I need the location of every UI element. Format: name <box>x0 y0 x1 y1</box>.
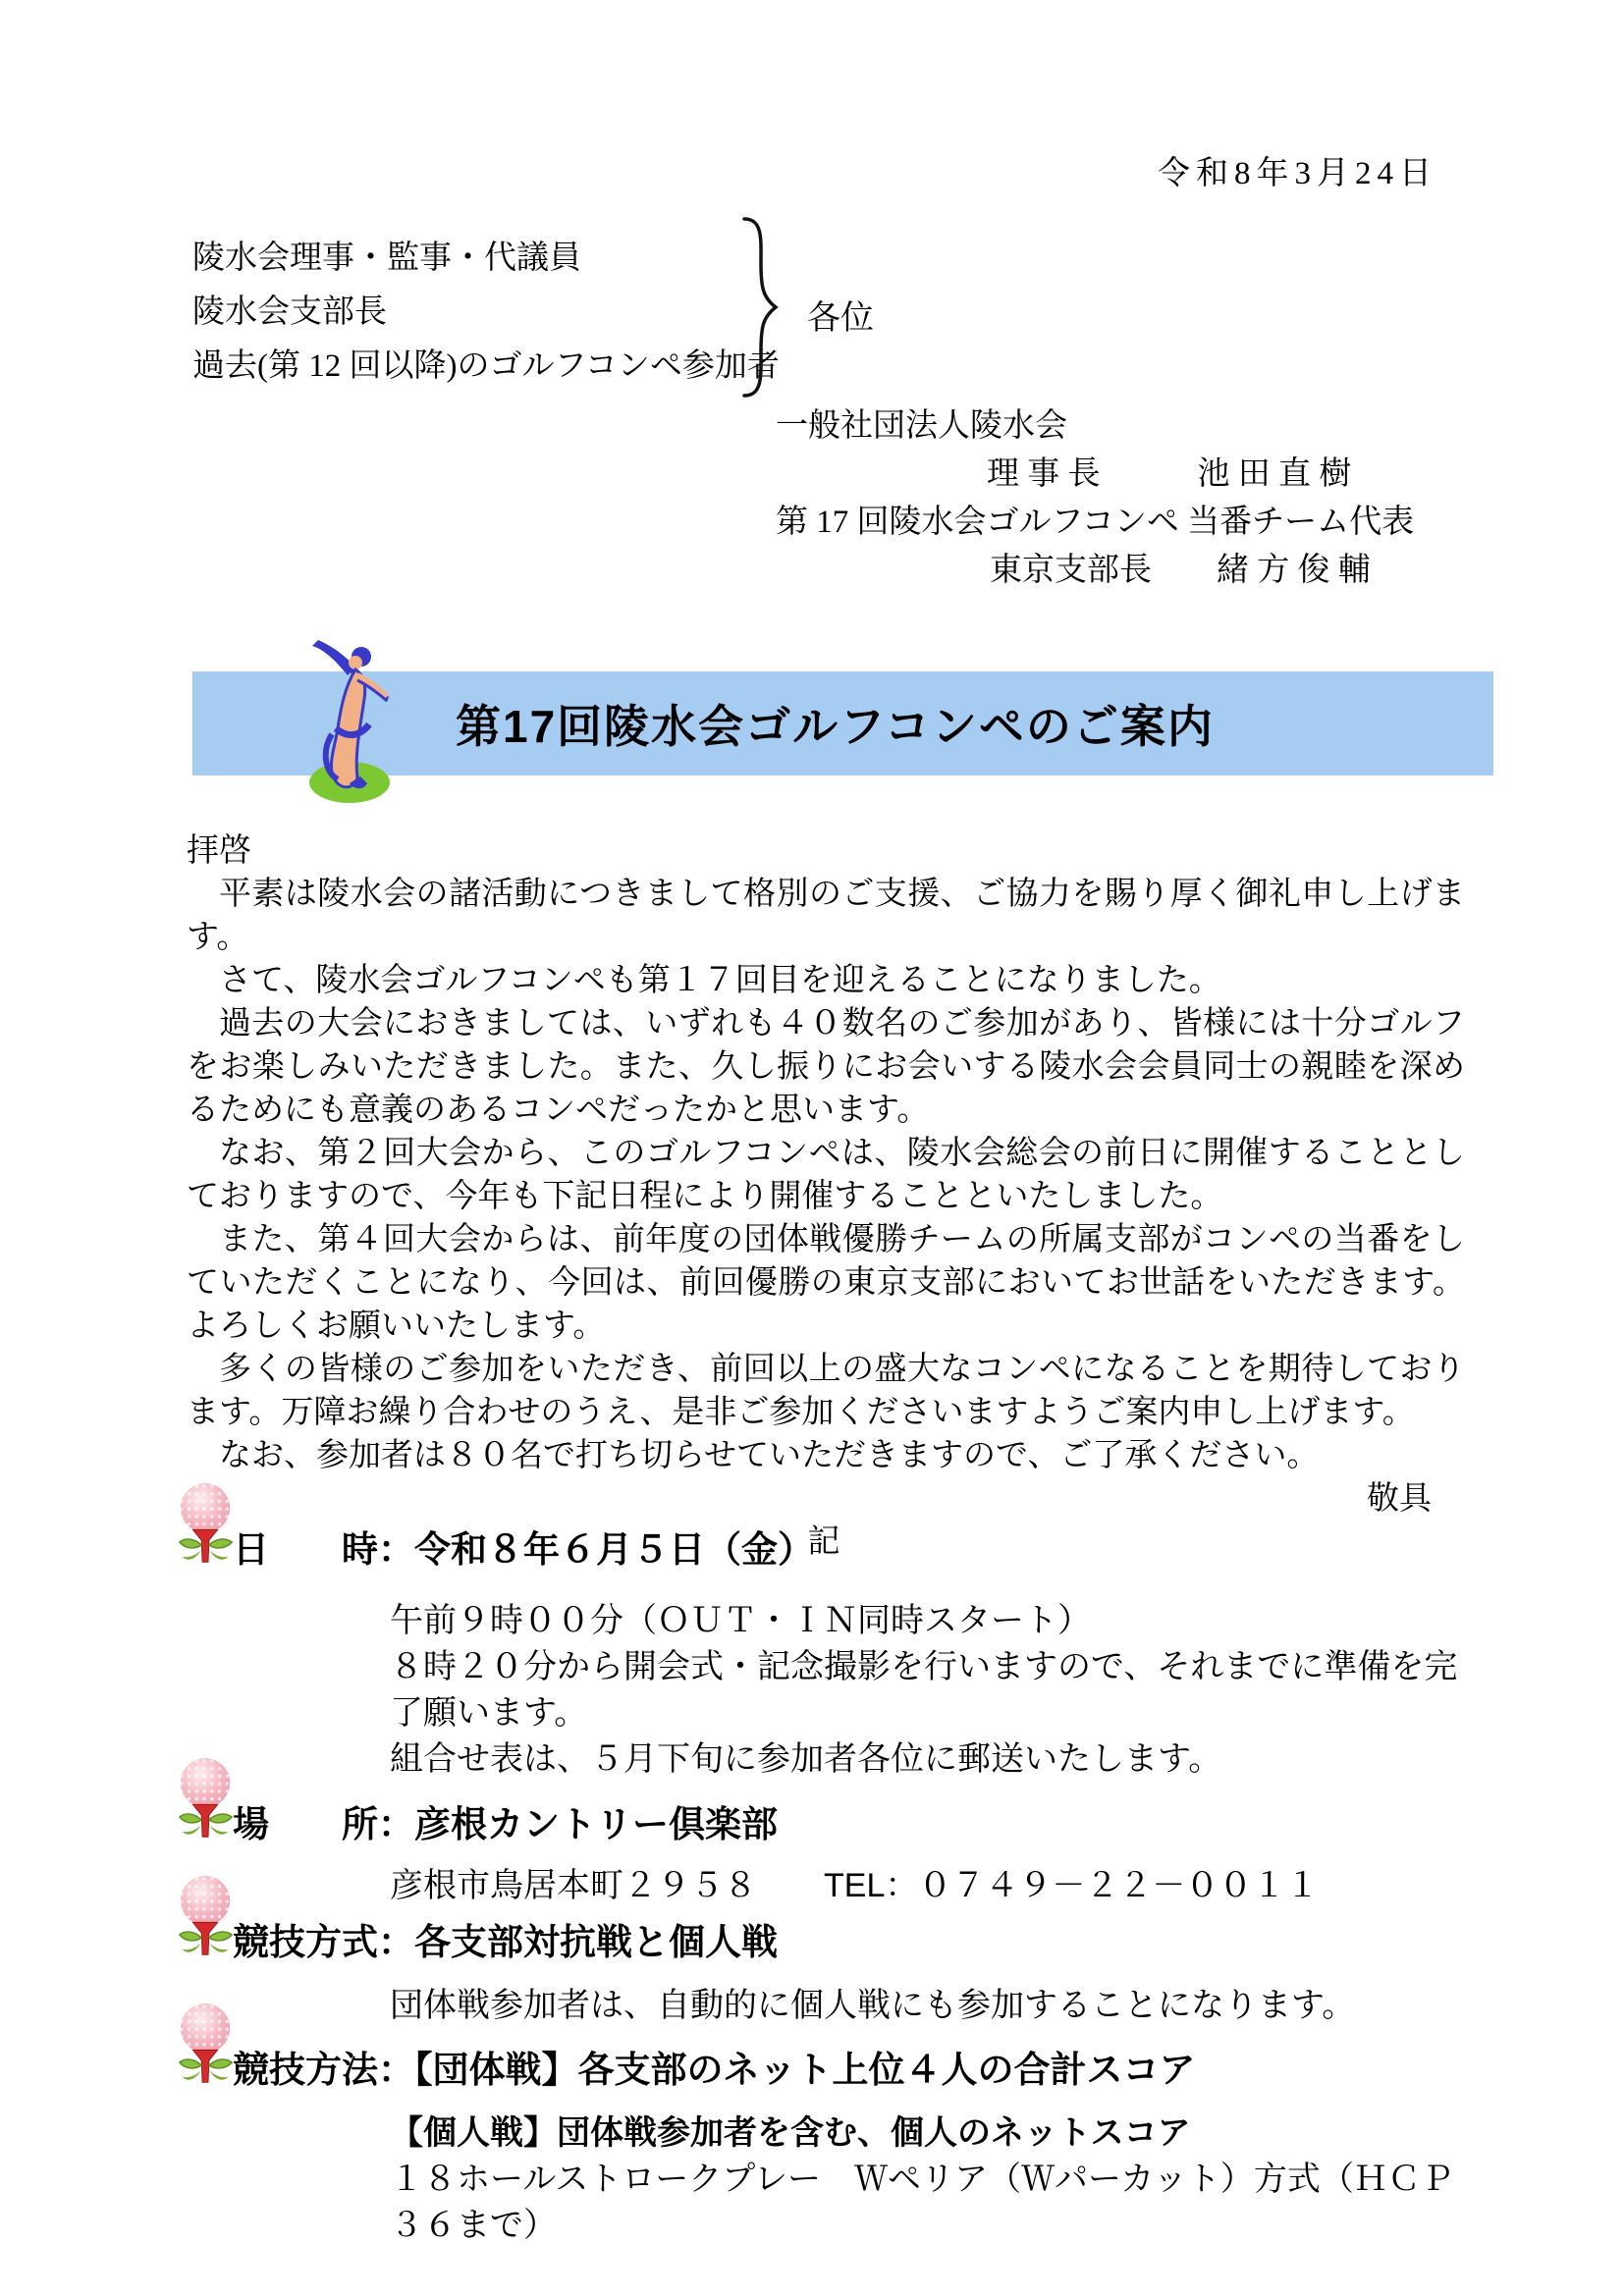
paragraph: なお、第２回大会から、このゴルフコンペは、陵水会総会の前日に開催することとしておりますので、今年も下記日程により開催することといたしました。 <box>187 1136 1465 1214</box>
letter-body <box>187 829 1465 1564</box>
closing-word: 敬具 <box>1367 1481 1432 1517</box>
section-heading <box>182 1527 1473 1573</box>
paragraph: さて、陵水会ゴルフコンペも第１７回目を迎えることになりました。 <box>219 963 1221 998</box>
record-mark: 記 <box>807 1524 844 1560</box>
section-detail <box>182 1598 1473 1783</box>
detail-line: ８時２０分から開会式・記念撮影を行いますので、それまでに準備を完了願います。 <box>390 1648 1458 1732</box>
paragraph: なお、参加者は８０名で打ち切らせていただきますので、ご了承ください。 <box>219 1438 1320 1473</box>
golf-ball-tee-icon <box>178 1482 235 1573</box>
detail-line: 彦根市鳥居本町２９５８ TEL：０７４９－２２－００１１ <box>390 1867 1320 1904</box>
title-banner <box>192 671 1493 775</box>
paragraph: また、第４回大会からは、前年度の団体戦優勝チームの所属支部がコンペの当番をしていただくことになり、今回は、前回優勝の東京支部においてお世話をいただきます。よろしくお願いいたします。 <box>187 1222 1465 1344</box>
section-heading <box>182 1802 1473 1847</box>
section-heading <box>182 1920 1473 1965</box>
section-detail <box>182 2110 1473 2249</box>
section-method <box>182 2048 1473 2249</box>
section-datetime <box>182 1527 1473 1783</box>
section-heading <box>182 2048 1473 2093</box>
golfer-icon <box>298 636 402 805</box>
paragraph: 多くの皆様のご参加をいただき、前回以上の盛大なコンペになることを期待しております。万障お繰り合わせのうえ、是非ご参加くださいますようご案内申し上げます。 <box>187 1352 1465 1430</box>
curly-brace-icon <box>736 216 782 399</box>
detail-line: 【個人戦】団体戦参加者を含む、個人のネットスコア <box>390 2114 1191 2152</box>
recipient-block <box>192 232 780 394</box>
section-label: 競技方法： <box>233 2050 414 2090</box>
section-detail <box>182 1983 1473 2029</box>
paragraph: 過去の大会におきましては、いずれも４０数名のご参加があり、皆様には十分ゴルフをお楽しみいただきました。また、久し振りにお会いする陵水会会員同士の親睦を深めるためにも意義のあるコンペだったかと思います。 <box>187 1006 1465 1128</box>
sender-team: 第 17 回陵水会ゴルフコンペ 当番チーム代表 <box>776 505 1415 540</box>
detail-line: １８ホールストロークプレー Ｗペリア（Ｗパーカット）方式（ＨＣＰ３６まで） <box>390 2161 1454 2244</box>
golf-ball-tee-icon <box>178 2002 235 2093</box>
section-value: 【団体戦】各支部のネット上位４人の合計スコア <box>414 2050 1196 2090</box>
detail-line: 午前９時００分（ＯＵＴ・ＩＮ同時スタート） <box>390 1602 1091 1639</box>
section-detail <box>182 1863 1473 1909</box>
detail-line: 団体戦参加者は、自動的に個人戦にも参加することになります。 <box>390 1987 1356 2024</box>
recipient-line: 陵水会理事・監事・代議員 <box>192 240 581 276</box>
section-label: 競技方式： <box>233 1922 414 1962</box>
section-label: 場 所： <box>233 1804 414 1844</box>
paragraph: 平素は陵水会の諸活動につきまして格別のご支援、ご協力を賜り厚く御礼申し上げます。 <box>187 877 1465 955</box>
sender-org: 一般社団法人陵水会 <box>776 408 1067 444</box>
section-place <box>182 1802 1473 1909</box>
recipient-line: 過去(第 12 回以降)のゴルフコンペ参加者 <box>192 348 780 384</box>
section-value: 各支部対抗戦と個人戦 <box>414 1922 778 1962</box>
page-title: 第17回陵水会ゴルフコンペのご案内 <box>456 701 1215 752</box>
golf-ball-tee-icon <box>178 1757 235 1847</box>
section-value: 彦根カントリー倶楽部 <box>414 1804 778 1844</box>
sender-chairman: 理 事 長 池 田 直 樹 <box>987 456 1352 492</box>
recipient-line: 陵水会支部長 <box>192 294 387 330</box>
sender-branch-chief: 東京支部長 緒 方 俊 輔 <box>990 553 1371 588</box>
detail-line: 組合せ表は、５月下旬に参加者各位に郵送いたします。 <box>390 1740 1222 1778</box>
sender-block <box>776 402 1414 595</box>
section-format <box>182 1920 1473 2029</box>
issue-date: 令和8年3月24日 <box>1158 156 1437 191</box>
salutation: 拝啓 <box>187 833 251 869</box>
golf-ball-tee-icon <box>178 1875 235 1965</box>
section-label: 日 時： <box>233 1529 414 1570</box>
section-value: 令和８年６月５日（金） <box>414 1529 814 1570</box>
recipient-honorific: 各位 <box>807 300 874 337</box>
